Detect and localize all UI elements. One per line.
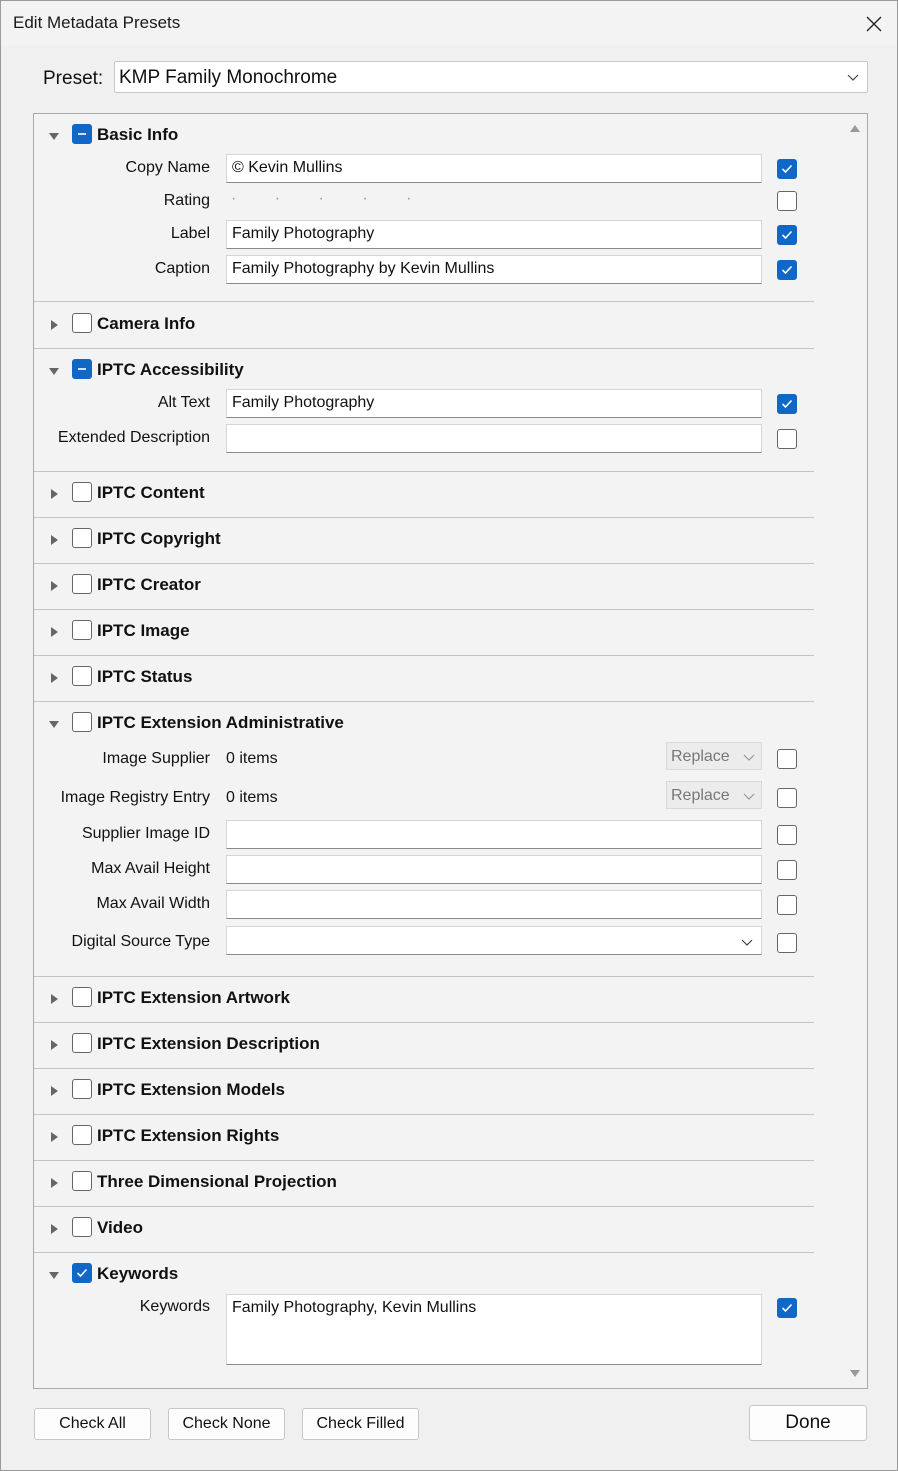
expanded-triangle-icon[interactable] [48, 365, 60, 377]
supplier-image-id-input[interactable] [226, 820, 762, 849]
section-title-video: Video [97, 1218, 143, 1237]
alt-text-input[interactable] [226, 389, 762, 418]
caption-checkbox[interactable] [777, 260, 797, 280]
check-none-button[interactable]: Check None [168, 1408, 285, 1440]
divider [34, 1252, 814, 1253]
section-iptc-creator[interactable] [34, 570, 834, 600]
rating-stars[interactable]: · · · · · [231, 190, 429, 207]
digital-source-type-checkbox[interactable] [777, 933, 797, 953]
image-registry-entry-label: Image Registry Entry [60, 789, 210, 806]
label-value: Family Photography [232, 225, 375, 242]
section-title-iptc-status: IPTC Status [97, 667, 193, 686]
alt-text-checkbox[interactable] [777, 394, 797, 414]
collapsed-triangle-icon[interactable] [48, 626, 60, 638]
supplier-image-id-checkbox[interactable] [777, 825, 797, 845]
extended-description-checkbox[interactable] [777, 429, 797, 449]
section-iptc-accessibility[interactable] [34, 355, 834, 385]
section-checkbox-iptc-status[interactable] [72, 666, 92, 686]
keywords-textarea[interactable] [226, 1294, 762, 1365]
section-checkbox-iptc-extension-administrative[interactable] [72, 712, 92, 732]
keywords-label: Keywords [139, 1298, 210, 1315]
divider [34, 701, 814, 702]
section-checkbox-iptc-accessibility[interactable] [72, 359, 92, 379]
section-title-iptc-extension-description: IPTC Extension Description [97, 1034, 320, 1053]
image-supplier-checkbox[interactable] [777, 749, 797, 769]
label-field-label: Label [170, 225, 210, 242]
title-bar [1, 1, 897, 46]
collapsed-triangle-icon[interactable] [48, 1177, 60, 1189]
divider [34, 517, 814, 518]
close-icon [866, 16, 882, 32]
section-checkbox-camera-info[interactable] [72, 313, 92, 333]
max-avail-height-checkbox[interactable] [777, 860, 797, 880]
preset-dropdown[interactable] [114, 61, 868, 93]
section-checkbox-iptc-extension-rights[interactable] [72, 1125, 92, 1145]
check-filled-button[interactable]: Check Filled [302, 1408, 419, 1440]
divider [34, 1114, 814, 1115]
section-checkbox-iptc-creator[interactable] [72, 574, 92, 594]
alt-text-label: Alt Text [157, 394, 210, 411]
scroll-down-icon[interactable] [850, 1370, 860, 1378]
section-three-dimensional-projection[interactable] [34, 1167, 834, 1197]
caption-label: Caption [154, 260, 210, 277]
caption-value: Family Photography by Kevin Mullins [232, 260, 495, 277]
alt-text-value: Family Photography [232, 394, 375, 411]
extended-description-label: Extended Description [57, 429, 210, 446]
section-iptc-copyright[interactable] [34, 524, 834, 554]
section-checkbox-iptc-extension-description[interactable] [72, 1033, 92, 1053]
expanded-triangle-icon[interactable] [48, 1269, 60, 1281]
section-title-iptc-content: IPTC Content [97, 483, 205, 502]
section-title-basic-info: Basic Info [97, 125, 179, 144]
copy-name-checkbox[interactable] [777, 159, 797, 179]
section-iptc-extension-artwork[interactable] [34, 983, 834, 1013]
image-registry-entry-checkbox[interactable] [777, 788, 797, 808]
max-avail-height-input[interactable] [226, 855, 762, 884]
section-iptc-extension-administrative[interactable] [34, 708, 834, 738]
max-avail-width-input[interactable] [226, 890, 762, 919]
divider [34, 655, 814, 656]
section-checkbox-iptc-copyright[interactable] [72, 528, 92, 548]
section-checkbox-iptc-content[interactable] [72, 482, 92, 502]
section-title-iptc-accessibility: IPTC Accessibility [97, 360, 244, 379]
divider [34, 1068, 814, 1069]
keywords-checkbox[interactable] [777, 1298, 797, 1318]
label-checkbox[interactable] [777, 225, 797, 245]
close-button[interactable] [851, 1, 897, 46]
caption-input[interactable] [226, 255, 762, 284]
collapsed-triangle-icon[interactable] [48, 993, 60, 1005]
section-iptc-extension-models[interactable] [34, 1075, 834, 1105]
copy-name-value: © Kevin Mullins [232, 159, 343, 176]
collapsed-triangle-icon[interactable] [48, 488, 60, 500]
section-camera-info[interactable] [34, 309, 834, 339]
keywords-value: Family Photography, Kevin Mullins [232, 1299, 477, 1316]
supplier-image-id-label: Supplier Image ID [81, 825, 210, 842]
section-checkbox-video[interactable] [72, 1217, 92, 1237]
collapsed-triangle-icon[interactable] [48, 1223, 60, 1235]
section-checkbox-iptc-image[interactable] [72, 620, 92, 640]
collapsed-triangle-icon[interactable] [48, 534, 60, 546]
check-all-button[interactable]: Check All [34, 1408, 151, 1440]
max-avail-height-label: Max Avail Height [91, 860, 210, 877]
section-checkbox-three-dimensional-projection[interactable] [72, 1171, 92, 1191]
collapsed-triangle-icon[interactable] [48, 1085, 60, 1097]
collapsed-triangle-icon[interactable] [48, 1039, 60, 1051]
extended-description-input[interactable] [226, 424, 762, 453]
section-title-iptc-extension-artwork: IPTC Extension Artwork [97, 988, 291, 1007]
collapsed-triangle-icon[interactable] [48, 580, 60, 592]
image-supplier-label: Image Supplier [102, 750, 210, 767]
section-iptc-extension-rights[interactable] [34, 1121, 834, 1151]
section-title-iptc-creator: IPTC Creator [97, 575, 201, 594]
metadata-panel [33, 113, 868, 1389]
section-checkbox-keywords[interactable] [72, 1263, 92, 1283]
rating-checkbox[interactable] [777, 191, 797, 211]
collapsed-triangle-icon[interactable] [48, 319, 60, 331]
section-iptc-status[interactable] [34, 662, 834, 692]
section-title-iptc-extension-models: IPTC Extension Models [97, 1080, 285, 1099]
digital-source-type-label: Digital Source Type [71, 933, 210, 950]
section-title-three-dimensional-projection: Three Dimensional Projection [97, 1172, 337, 1191]
section-title-iptc-copyright: IPTC Copyright [97, 529, 221, 548]
section-iptc-extension-description[interactable] [34, 1029, 834, 1059]
divider [34, 609, 814, 610]
preset-label: Preset: [43, 68, 104, 89]
copy-name-label: Copy Name [125, 159, 210, 176]
chevron-down-icon [741, 936, 753, 948]
section-video[interactable] [34, 1213, 834, 1243]
section-checkbox-basic-info[interactable] [72, 124, 92, 144]
section-iptc-image[interactable] [34, 616, 834, 646]
collapsed-triangle-icon[interactable] [48, 672, 60, 684]
image-supplier-mode-select[interactable] [666, 742, 762, 770]
image-registry-entry-mode-select[interactable] [666, 781, 762, 809]
divider [34, 301, 814, 302]
expanded-triangle-icon[interactable] [48, 130, 60, 142]
window-title: Edit Metadata Presets [13, 13, 181, 32]
divider [34, 976, 814, 977]
copy-name-input[interactable] [226, 154, 762, 183]
scroll-up-icon[interactable] [850, 124, 860, 132]
section-basic-info[interactable] [34, 120, 834, 150]
expanded-triangle-icon[interactable] [48, 718, 60, 730]
image-supplier-value: 0 items [226, 750, 278, 767]
done-button[interactable]: Done [749, 1405, 867, 1441]
preset-value: KMP Family Monochrome [119, 67, 338, 88]
section-title-keywords: Keywords [97, 1264, 179, 1283]
section-title-camera-info: Camera Info [97, 314, 196, 333]
vertical-scrollbar[interactable] [841, 114, 867, 1388]
section-checkbox-iptc-extension-artwork[interactable] [72, 987, 92, 1007]
divider [34, 563, 814, 564]
section-checkbox-iptc-extension-models[interactable] [72, 1079, 92, 1099]
section-keywords[interactable] [34, 1259, 834, 1289]
divider [34, 1206, 814, 1207]
divider [34, 1022, 814, 1023]
divider [34, 1160, 814, 1161]
section-iptc-content[interactable] [34, 478, 834, 508]
divider [34, 471, 814, 472]
image-registry-entry-mode-value: Replace [671, 787, 730, 804]
digital-source-type-select[interactable] [226, 926, 762, 955]
section-title-iptc-image: IPTC Image [97, 621, 190, 640]
rating-label: Rating [163, 192, 210, 209]
image-registry-entry-value: 0 items [226, 789, 278, 806]
section-title-iptc-extension-rights: IPTC Extension Rights [97, 1126, 280, 1145]
label-input[interactable] [226, 220, 762, 249]
divider [34, 348, 814, 349]
chevron-down-icon [743, 751, 755, 763]
collapsed-triangle-icon[interactable] [48, 1131, 60, 1143]
max-avail-width-checkbox[interactable] [777, 895, 797, 915]
chevron-down-icon [847, 71, 859, 83]
chevron-down-icon [743, 790, 755, 802]
image-supplier-mode-value: Replace [671, 748, 730, 765]
max-avail-width-label: Max Avail Width [96, 895, 210, 912]
section-title-iptc-extension-administrative: IPTC Extension Administrative [97, 713, 344, 732]
